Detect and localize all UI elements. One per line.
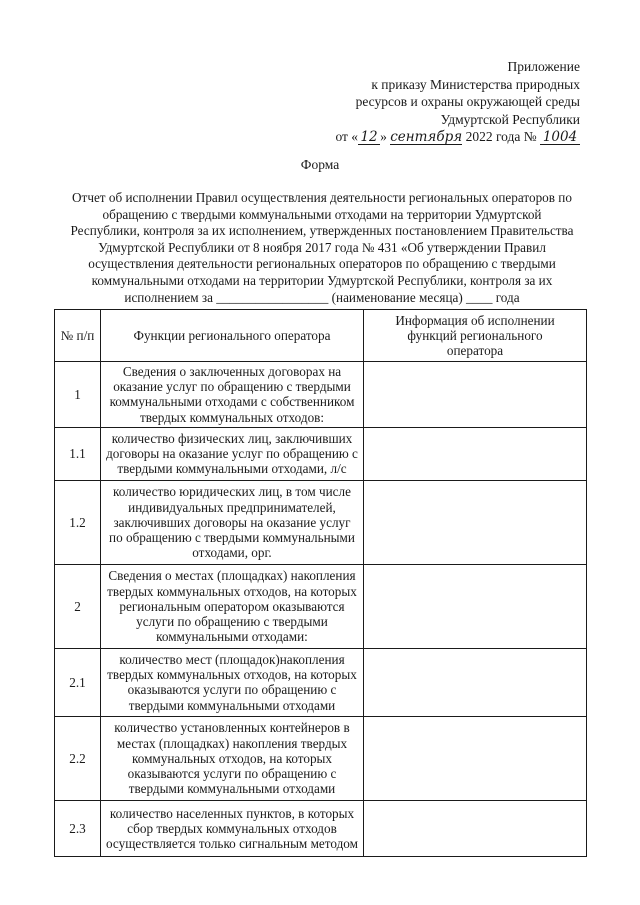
row-function-line: количество физических лиц, заключивших	[111, 431, 353, 446]
row-number: 2.3	[55, 800, 101, 856]
row-number: 2.1	[55, 648, 101, 716]
header-function: Функции регионального оператора	[101, 310, 364, 362]
row-number: 2.2	[55, 716, 101, 800]
row-function	[101, 716, 364, 800]
row-function-line: оказание услуг по обращению с твердыми	[113, 379, 351, 395]
row-number: 1.1	[55, 427, 101, 480]
doc-number-handwritten: 1004	[540, 130, 580, 145]
row-info-cell[interactable]	[364, 427, 587, 480]
row-function-line: отходами, орг.	[192, 545, 272, 561]
header-number: № п/п	[55, 310, 101, 362]
row-function-line: твердых коммунальных отходов:	[139, 409, 325, 425]
row-function-line: твердых коммунальных отходов, на которых	[107, 667, 357, 683]
page-bottom-margin	[0, 871, 640, 905]
row-number: 1	[55, 362, 101, 428]
date-year: 2022 года №	[465, 129, 537, 144]
date-day-handwritten: 12	[358, 130, 380, 145]
form-label: Форма	[300, 157, 340, 172]
row-function	[101, 362, 364, 428]
row-info-cell[interactable]	[364, 362, 587, 428]
title-line: Отчет об исполнении Правил осуществления деятельности региональных операторов по	[72, 190, 572, 205]
row-info-cell[interactable]	[364, 480, 587, 564]
row-function-line: Сведения о заключенных договорах на	[122, 364, 342, 379]
report-title	[58, 190, 586, 306]
appendix-line: Приложение	[507, 59, 580, 74]
row-function-line: по обращению с твердыми коммунальными	[109, 529, 355, 545]
title-line: исполнением за _________________ (наименование месяца) ____ года	[124, 289, 520, 305]
appendix-line: к приказу Министерства природных	[371, 76, 580, 92]
row-function-line: количество населенных пунктов, в которых	[109, 805, 355, 821]
appendix-block	[335, 58, 580, 146]
row-function-line: твердых коммунальных отходов, на которых	[107, 583, 357, 599]
row-function-line: твердыми коммунальными отходами	[128, 781, 336, 797]
row-function-line: местах (площадках) накопления твердых	[116, 735, 348, 751]
row-function-line: индивидуальных предпринимателей,	[128, 499, 336, 515]
report-table	[54, 309, 587, 857]
header-info	[364, 310, 587, 362]
row-function-line: коммунальными отходами:	[156, 629, 308, 645]
header-info-line: оператора	[446, 343, 504, 359]
row-function-line: твердыми коммунальными отходами	[128, 697, 336, 713]
row-function	[101, 427, 364, 480]
table-row	[55, 362, 587, 428]
title-line: обращению с твердыми коммунальными отходами на территории Удмуртской	[102, 206, 542, 222]
row-info-cell[interactable]	[364, 564, 587, 648]
row-function-line: Сведения о местах (площадках) накопления	[108, 568, 356, 584]
row-function-line: договоры на оказание услуг по обращению с	[106, 446, 358, 462]
date-month-handwritten: сентября	[390, 129, 463, 145]
date-prefix: от «	[335, 129, 359, 144]
title-line: Республики, контроля за их исполнением, утвержденных постановлением Правительства	[70, 223, 574, 239]
row-info-cell[interactable]	[364, 648, 587, 716]
row-number: 1.2	[55, 480, 101, 564]
row-function-line: коммунальных отходов, на которых	[132, 750, 332, 766]
row-function	[101, 648, 364, 716]
row-info-cell[interactable]	[364, 800, 587, 856]
table-row	[55, 800, 587, 856]
title-line: коммунальными отходами на территории Удмуртской Республики, контроля за их	[91, 272, 553, 288]
title-line: осуществления деятельности региональных операторов по обращению с твердыми	[88, 256, 556, 272]
row-function-line: услуги по обращению с твердыми	[136, 613, 328, 629]
appendix-line: ресурсов и охраны окружающей среды	[355, 94, 580, 109]
row-number: 2	[55, 564, 101, 648]
table-row	[55, 716, 587, 800]
row-function	[101, 800, 364, 856]
date-mid: »	[380, 129, 387, 144]
row-function-line: количество мест (площадок)накопления	[119, 651, 345, 667]
row-info-cell[interactable]	[364, 716, 587, 800]
row-function-line: количество юридических лиц, в том числе	[113, 484, 351, 500]
row-function	[101, 480, 364, 564]
title-line: Удмуртской Республики от 8 ноября 2017 года № 431 «Об утверждении Правил	[98, 239, 546, 255]
table-row	[55, 564, 587, 648]
table-row	[55, 427, 587, 480]
appendix-date-line	[335, 128, 580, 146]
row-function-line: коммунальными отходами с собственником	[109, 394, 355, 410]
row-function-line: оказываются услуги по обращению с	[127, 765, 337, 781]
row-function-line: осуществляется только сигнальным методом	[106, 835, 358, 851]
table-header-row	[55, 310, 587, 362]
appendix-line: Удмуртской Республики	[440, 111, 580, 127]
table-row	[55, 648, 587, 716]
row-function-line: количество установленных контейнеров в	[114, 720, 350, 736]
row-function	[101, 564, 364, 648]
row-function-line: твердыми коммунальными отходами, л/с	[117, 461, 347, 477]
table-row	[55, 480, 587, 564]
row-function-line: оказываются услуги по обращению с	[127, 682, 337, 698]
row-function-line: региональным оператором оказываются	[119, 598, 345, 614]
header-info-line: Информация об исполнении	[395, 312, 555, 328]
row-function-line: сбор твердых коммунальных отходов	[127, 820, 337, 836]
header-info-line: функций регионального	[407, 327, 543, 343]
row-function-line: заключивших договоры на оказание услуг	[113, 514, 351, 530]
